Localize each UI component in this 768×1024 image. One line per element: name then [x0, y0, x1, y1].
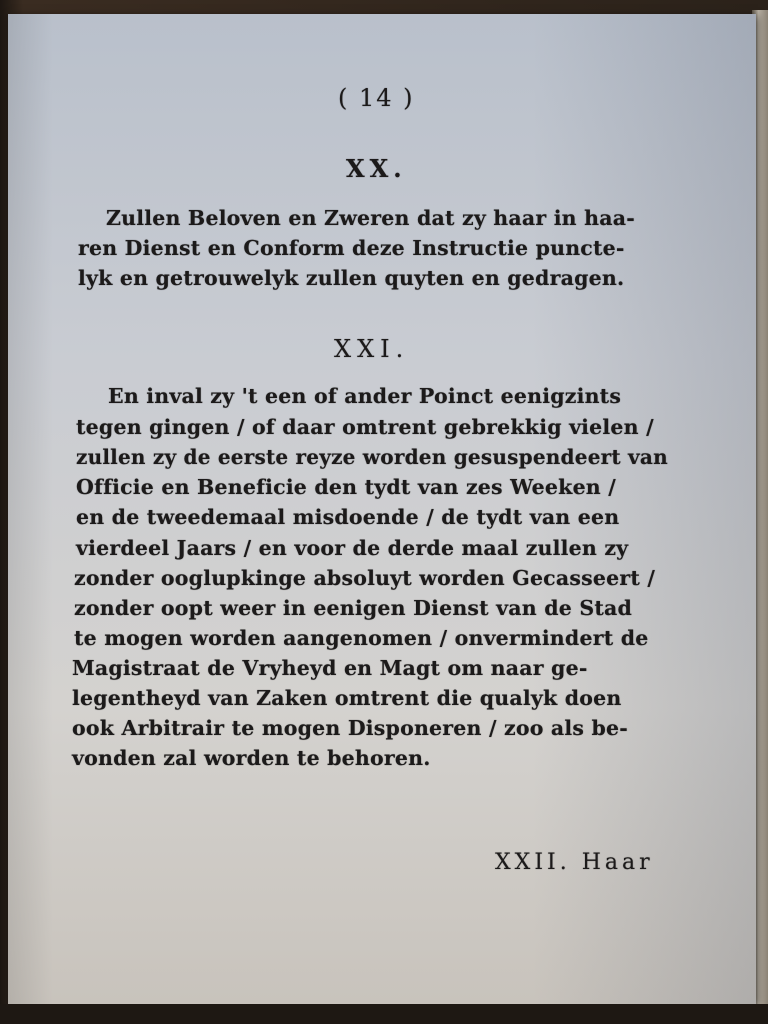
page-number: ( 14 ): [338, 84, 415, 112]
text-line: Zullen Beloven en Zweren dat zy haar in haa-: [106, 206, 635, 230]
catchword: XXII. Haar: [495, 850, 654, 875]
section-heading-xx: XX.: [346, 154, 407, 183]
text-line: ook Arbitrair te mogen Disponeren / zoo als be-: [72, 716, 628, 740]
table-edge-bottom: [0, 1004, 768, 1024]
book-page: [8, 14, 756, 1004]
text-line: en de tweedemaal misdoende / de tydt van een: [76, 505, 620, 529]
text-line: legentheyd van Zaken omtrent die qualyk doen: [72, 686, 622, 710]
text-line: Magistraat de Vryheyd en Magt om naar ge-: [72, 656, 588, 680]
text-line: zonder ooglupkinge absoluyt worden Gecasseert /: [74, 566, 656, 590]
text-line: Officie en Beneficie den tydt van zes Weeken /: [76, 475, 616, 499]
text-line: vonden zal worden te behoren.: [72, 746, 431, 770]
text-line: tegen gingen / of daar omtrent gebrekkig vielen /: [76, 415, 654, 439]
text-line: te mogen worden aangenomen / onvermindert de: [74, 626, 649, 650]
text-line: ren Dienst en Conform deze Instructie puncte-: [78, 236, 625, 260]
text-line: lyk en getrouwelyk zullen quyten en gedragen.: [78, 266, 625, 290]
text-line: En inval zy 't een of ander Poinct eenigzints: [108, 384, 622, 408]
text-line: vierdeel Jaars / en voor de derde maal zullen zy: [76, 536, 629, 560]
text-line: zonder oopt weer in eenigen Dienst van de Stad: [74, 596, 633, 620]
text-line: zullen zy de eerste reyze worden gesuspendeert van: [76, 445, 668, 469]
section-heading-xxi: XXI.: [334, 335, 410, 363]
